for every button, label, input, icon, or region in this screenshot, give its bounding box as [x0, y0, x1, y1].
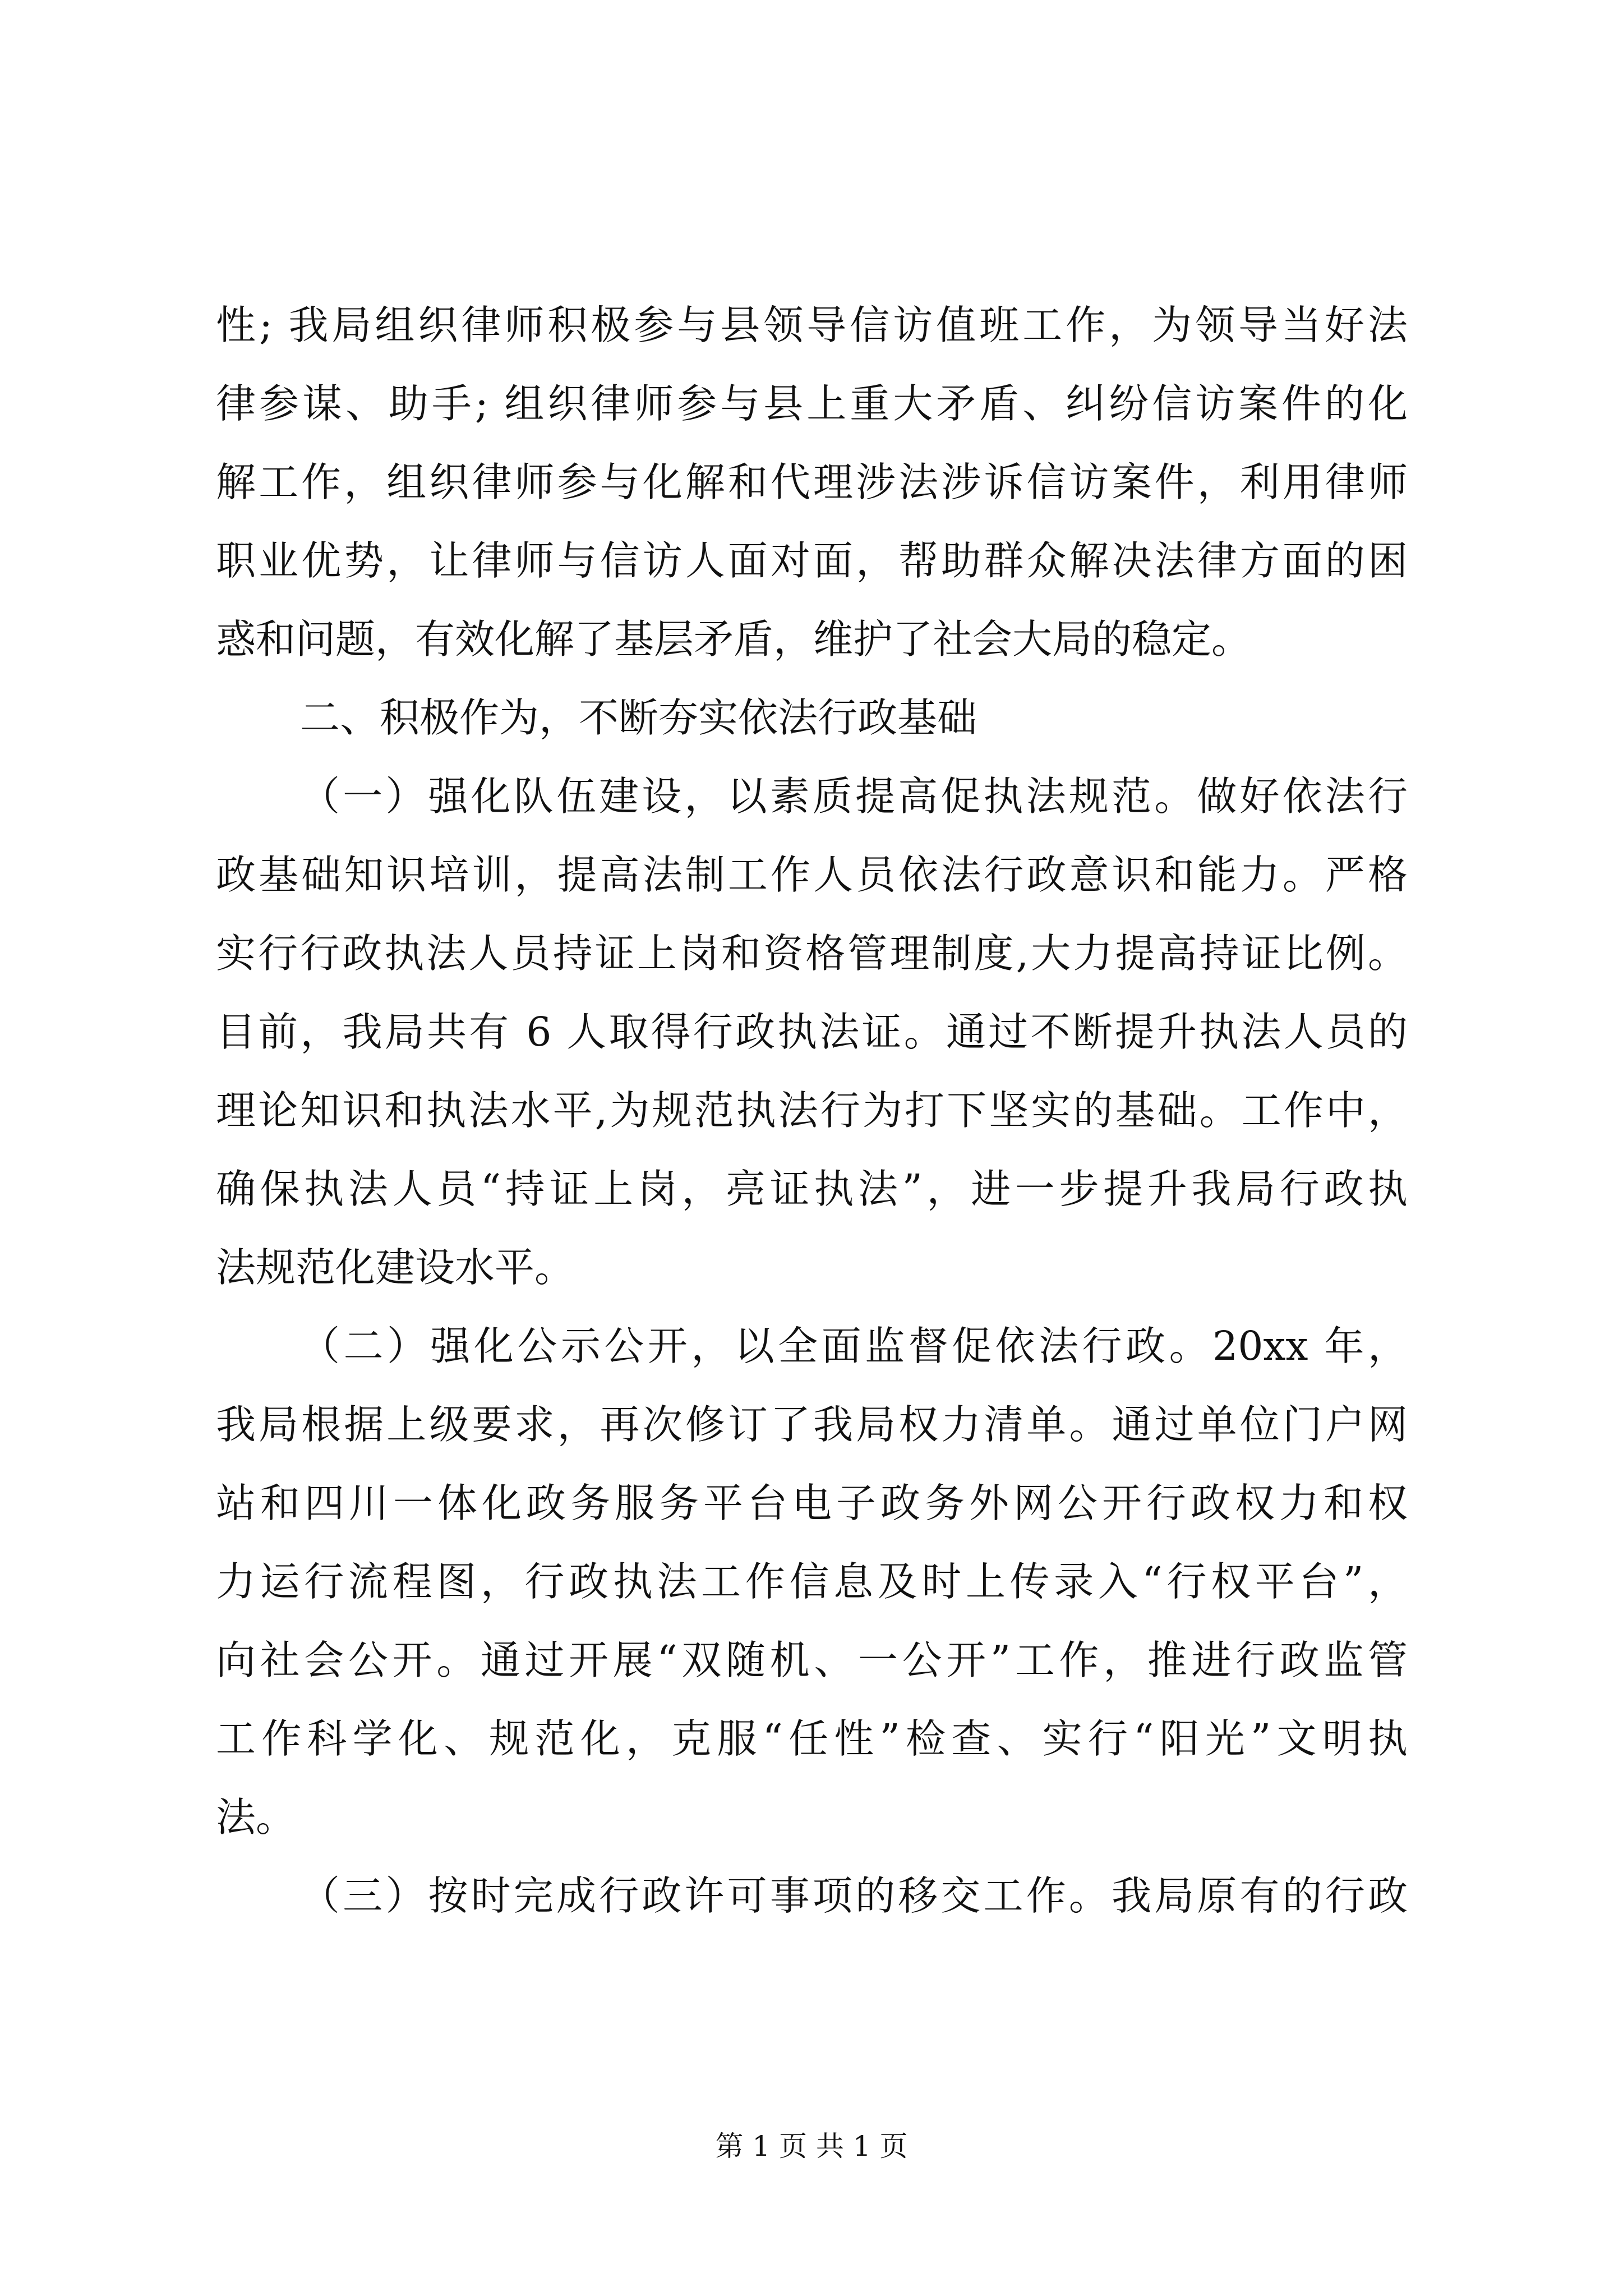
text-line: 理论知识和执法水平,为规范执法行为打下坚实的基础。工作中，: [216, 1088, 1408, 1134]
text-line: 站和四川一体化政务服务平台电子政务外网公开行政权力和权: [216, 1481, 1408, 1526]
text-line: 二、积极作为，不断夯实依法行政基础: [300, 696, 978, 741]
text-line: 确保执法人员“持证上岗，亮证执法”，进一步提升我局行政执: [216, 1167, 1408, 1212]
text-line: 法。: [216, 1795, 296, 1841]
text-line: 职业优势，让律师与信访人面对面，帮助群众解决法律方面的困: [216, 539, 1408, 584]
document-body: [216, 303, 1408, 1952]
text-line: 我局根据上级要求，再次修订了我局权力清单。通过单位门户网: [216, 1402, 1408, 1448]
text-line: 解工作，组织律师参与化解和代理涉法涉诉信访案件，利用律师: [216, 460, 1408, 505]
text-line: 工作科学化、规范化，克服“任性”检查、实行“阳光”文明执: [216, 1717, 1408, 1762]
text-line: 惑和问题，有效化解了基层矛盾，维护了社会大局的稳定。: [216, 617, 1252, 662]
text-line: 律参谋、助手; 组织律师参与县上重大矛盾、纠纷信访案件的化: [216, 381, 1408, 427]
text-line: 实行行政执法人员持证上岗和资格管理制度,大力提高持证比例。: [216, 931, 1408, 977]
text-line: （三）按时完成行政许可事项的移交工作。我局原有的行政: [300, 1874, 1408, 1919]
text-line: （一）强化队伍建设，以素质提高促执法规范。做好依法行: [300, 774, 1408, 820]
text-line: 政基础知识培训，提高法制工作人员依法行政意识和能力。严格: [216, 853, 1408, 898]
text-line: 法规范化建设水平。: [216, 1245, 575, 1291]
page-footer: 第 1 页 共 1 页: [715, 2130, 908, 2162]
text-line: （二）强化公示公开，以全面监督促依法行政。20xx 年，: [300, 1324, 1408, 1369]
text-line: 性; 我局组织律师积极参与县领导信访值班工作，为领导当好法: [216, 303, 1408, 348]
text-line: 力运行流程图，行政执法工作信息及时上传录入“行权平台”，: [216, 1559, 1408, 1605]
text-line: 目前，我局共有 6 人取得行政执法证。通过不断提升执法人员的: [216, 1010, 1408, 1055]
text-line: 向社会公开。通过开展“双随机、一公开”工作，推进行政监管: [216, 1638, 1408, 1683]
